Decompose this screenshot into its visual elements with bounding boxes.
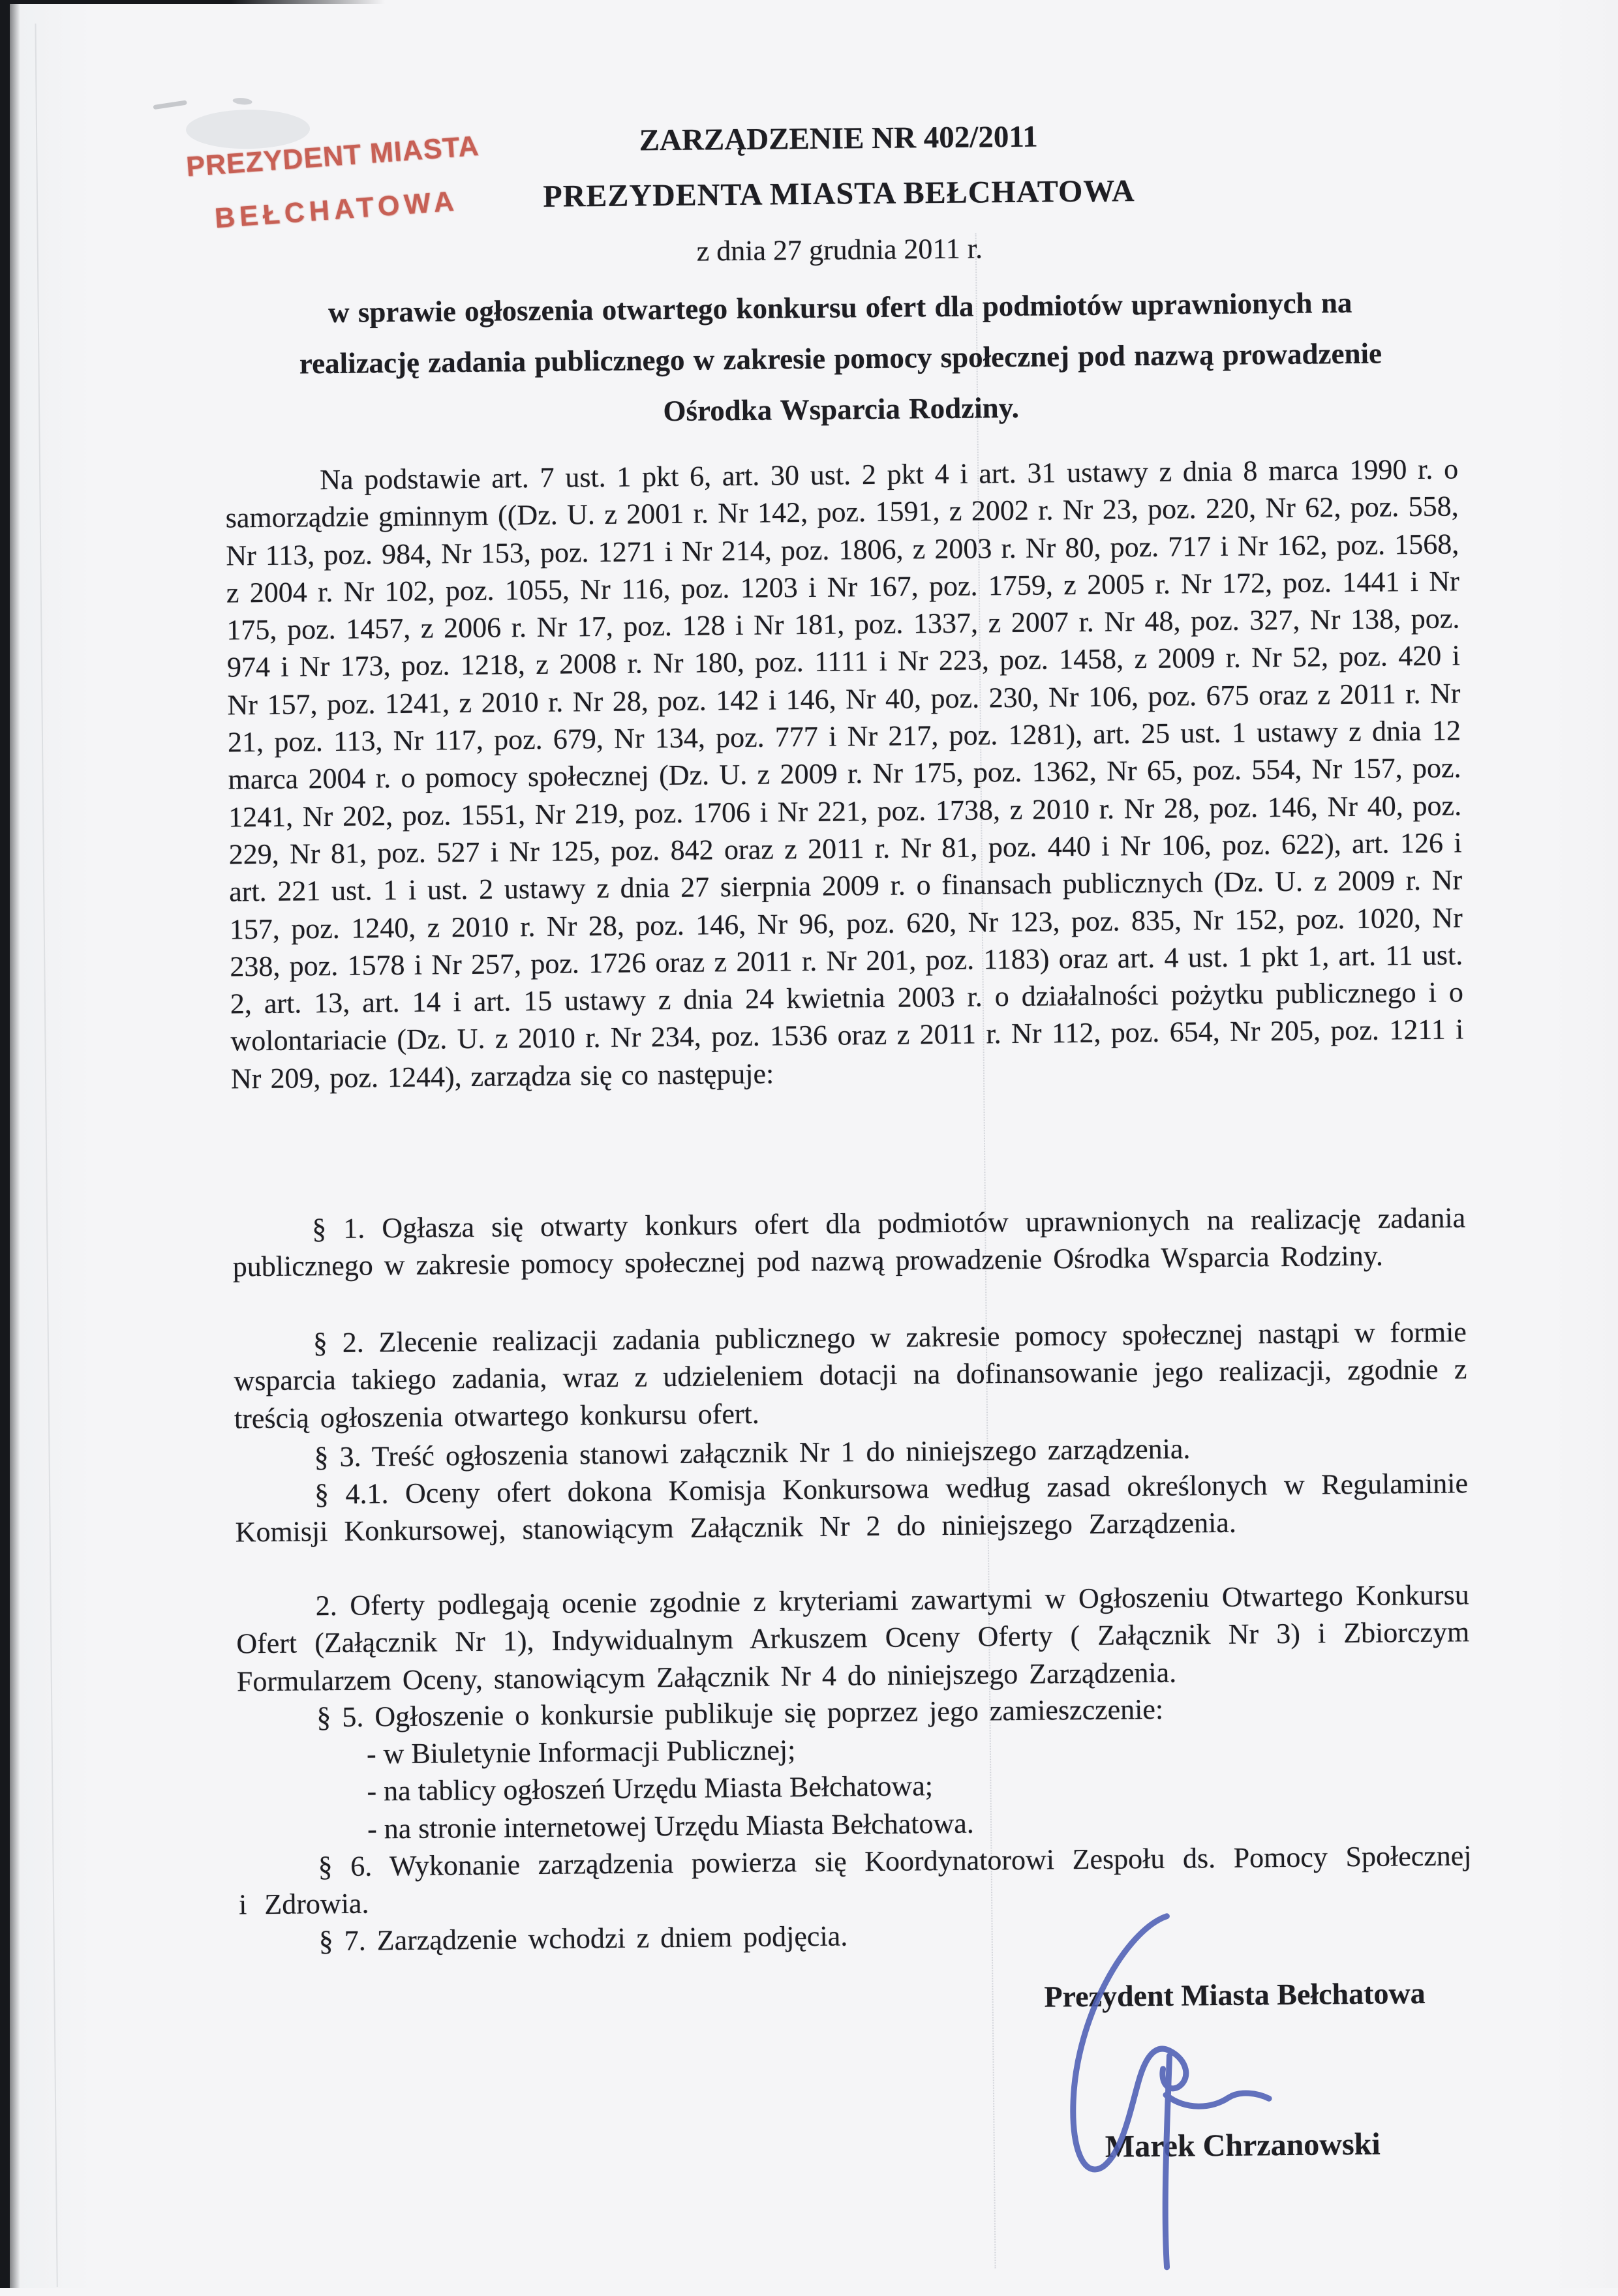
document-issuer: PREZYDENTA MIASTA BEŁCHATOWA — [543, 174, 1135, 214]
paragraph-7: § 7. Zarządzenie wchodzi z dniem podjęcia. — [318, 1920, 848, 1957]
scan-smudge — [232, 97, 252, 106]
stamp-line-2: BEŁCHATOWA — [213, 185, 460, 235]
paragraph-3: § 3. Treść ogłoszenia stanowi załącznik Nr 1 do niniejszego zarządzenia. — [314, 1432, 1191, 1473]
subject-line-3: Ośrodka Wsparcia Rodziny. — [663, 391, 1020, 428]
paragraph-4-2: 2. Oferty podlegają ocenie zgodnie z kryteriami zawartymi w Ogłoszeniu Otwartego Konkursu Ofert (Załącznik Nr 1), Indywidualnym Arkuszem Oceny Oferty ( Załącznik Nr 3) i Zbiorczym Formularzem Oceny, stanowiącym Załącznik Nr 4 do niniejszego Zarządzenia. — [236, 1578, 1470, 1698]
handwritten-signature-ink — [1028, 1903, 1313, 2284]
list-item-notice-board: - na tablicy ogłoszeń Urzędu Miasta Bełchatowa; — [367, 1770, 934, 1807]
signature-role-label: Prezydent Miasta Bełchatowa — [1044, 1976, 1426, 2014]
list-item-bip: - w Biuletynie Informacji Publicznej; — [366, 1734, 796, 1770]
paragraph-5: § 5. Ogłoszenie o konkursie publikuje się poprzez jego zamieszczenie: — [316, 1693, 1164, 1734]
document-date: z dnia 27 grudnia 2011 r. — [696, 232, 983, 267]
paper-edge-line — [35, 23, 57, 2287]
scanner-edge-top — [0, 0, 385, 4]
paragraph-6: § 6. Wykonanie zarządzenia powierza się Koordynatorowi Zespołu ds. Pomocy Społecznej i Zdrowia. — [238, 1839, 1472, 1921]
signature-name-label: Marek Chrzanowski — [1105, 2126, 1381, 2164]
paragraph-4-1: § 4.1. Oceny ofert dokona Komisja Konkursowa według zasad określonych w Regulaminie Komisji Konkursowej, stanowiącym Załącznik Nr 2 do niniejszego Zarządzenia. — [235, 1467, 1469, 1548]
scanner-edge-left — [0, 0, 10, 2288]
scan-smudge — [153, 100, 187, 110]
subject-line-2: realizację zadania publicznego w zakresie pomocy społecznej pod nazwą prowadzenie — [299, 337, 1382, 380]
legal-basis-paragraph: Na podstawie art. 7 ust. 1 pkt 6, art. 30 ust. 2 pkt 4 i art. 31 ustawy z dnia 8 marca 1990 r. o samorządzie gminnym ((Dz. U. z 2001 r. Nr 142, poz. 1591, z 2002 r. Nr 23, poz. 220, Nr 62, poz. 558, Nr 113, poz. 984, Nr 153, poz. 1271 i Nr 214, poz. 1806, z 2003 r. Nr 80, poz. 717 i Nr 162, poz. 1568, z 2004 r. Nr 102, poz. 1055, Nr 116, poz. 1203 i Nr 167, poz. 1759, z 2005 r. Nr 172, poz. 1441 i Nr 175, poz. 1457, z 2006 r. Nr 17, poz. 128 i Nr 181, poz. 1337, z 2007 r. Nr 48, poz. 327, Nr 138, poz. 974 i Nr 173, poz. 1218, z 2008 r. Nr 180, poz. 1111 i Nr 223, poz. 1458, z 2009 r. Nr 52, poz. 420 i Nr 157, poz. 1241, z 2010 r. Nr 28, poz. 142 i 146, Nr 40, poz. 230, Nr 106, poz. 675 oraz z 2011 r. Nr 21, poz. 113, Nr 117, poz. 679, Nr 134, poz. 777 i Nr 217, poz. 1281), art. 25 ust. 1 ustawy z dnia 12 marca 2004 r. o pomocy społecznej (Dz. U. z 2009 r. Nr 175, poz. 1362, Nr 65, poz. 554, Nr 157, poz. 1241, Nr 202, poz. 1551, Nr 219, poz. 1706 i Nr 221, poz. 1738, z 2010 r. Nr 28, poz. 146, Nr 40, poz. 229, Nr 81, poz. 527 i Nr 125, poz. 842 oraz z 2011 r. Nr 81, poz. 440 i Nr 106, poz. 622), art. 126 i art. 221 ust. 1 i ust. 2 ustawy z dnia 27 sierpnia 2009 r. o finansach publicznych (Dz. U. z 2009 r. Nr 157, poz. 1240, z 2010 r. Nr 28, poz. 146, Nr 96, poz. 620, Nr 123, poz. 835, Nr 152, poz. 1020, Nr 238, poz. 1578 i Nr 257, poz. 1726 oraz z 2011 r. Nr 201, poz. 1183) oraz art. 4 ust. 1 pkt 1, art. 11 ust. 2, art. 13, art. 14 i art. 15 ustawy z dnia 24 kwietnia 2003 r. o działalności pożytku publicznego i o wolontariacie (Dz. U. z 2010 r. Nr 234, poz. 1536 oraz z 2011 r. Nr 112, poz. 654, Nr 205, poz. 1211 i Nr 209, poz. 1244), zarządza się co następuje: — [225, 453, 1464, 1095]
document-title: ZARZĄDZENIE NR 402/2011 — [639, 119, 1038, 158]
publication-list — [367, 1725, 1412, 1847]
stamp-line-1: PREZYDENT MIASTA — [185, 130, 481, 183]
scanner-edge-left-shadow — [10, 0, 20, 2288]
subject-line-1: w sprawie ogłoszenia otwartego konkursu ofert dla podmiotów uprawnionych na — [328, 286, 1352, 329]
paragraph-2: § 2. Zlecenie realizacji zadania publicznego w zakresie pomocy społecznej nastąpi w formie wsparcia takiego zadania, wraz z udzieleniem dotacji na dofinansowanie jego realizacji, zgodnie z treścią ogłoszenia otwartego konkursu ofert. — [234, 1316, 1467, 1435]
list-item-website: - na stronie internetowej Urzędu Miasta Bełchatowa. — [367, 1807, 975, 1845]
paragraph-1: § 1. Ogłasza się otwarty konkurs ofert dla podmiotów uprawnionych na realizację zadania publicznego w zakresie pomocy społecznej pod nazwą prowadzenie Ośrodka Wsparcia Rodziny. — [232, 1201, 1466, 1283]
